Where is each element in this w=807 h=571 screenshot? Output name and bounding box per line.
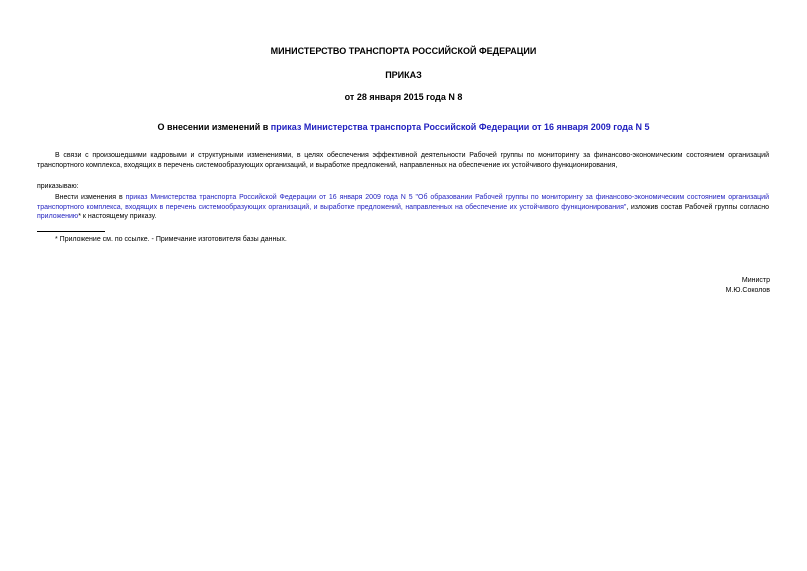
document-title [0,122,807,133]
signature-block [726,276,770,295]
document-type: ПРИКАЗ [385,70,422,80]
document-date-number: от 28 января 2015 года N 8 [344,92,463,102]
footnote: * Приложение см. по ссылке. - Примечание изготовителя базы данных. [55,236,287,243]
paragraph-amendment [37,193,769,222]
signatory-name: М.Ю.Соколов [725,286,770,294]
footnote-divider [37,231,105,232]
signatory-position: Министр [741,277,770,284]
paragraph-order: приказываю: [37,183,79,190]
paragraph-preamble: В связи с произошедшими кадровыми и структурными изменениями, в целях обеспечения эффективной деятельности Рабочей группы по мониторингу за финансово-экономическим состоянием организаций транспортного комплекса, входящих в перечень системообразующих организаций, и выработке предложений, направленных на обеспечение их устойчивого функционирования, [37,152,769,169]
document-title-prefix: О внесении изменений в [157,122,271,132]
amendment-prefix: Внести изменения в [55,194,126,201]
document-title-link[interactable]: приказ Министерства транспорта Российской Федерации от 16 января 2009 года N 5 [270,122,650,132]
appendix-link[interactable]: приложению [37,213,79,220]
ministry-heading: МИНИСТЕРСТВО ТРАНСПОРТА РОССИЙСКОЙ ФЕДЕРАЦИИ [270,46,537,56]
amendment-suffix: * к настоящему приказу. [78,213,157,220]
amended-order-link[interactable]: приказ Министерства транспорта Российской Федерации от 16 января 2009 года N 5 "Об образовании Рабочей группы по мониторингу за финансово-экономическим состоянием организаций транспортного комплекса, входящих в перечень системообразующих организаций, и выработке предложений, направленных на обеспечение их устойчивого функционирования" [37,194,769,211]
amendment-middle: , изложив состав Рабочей группы согласно [626,203,770,211]
